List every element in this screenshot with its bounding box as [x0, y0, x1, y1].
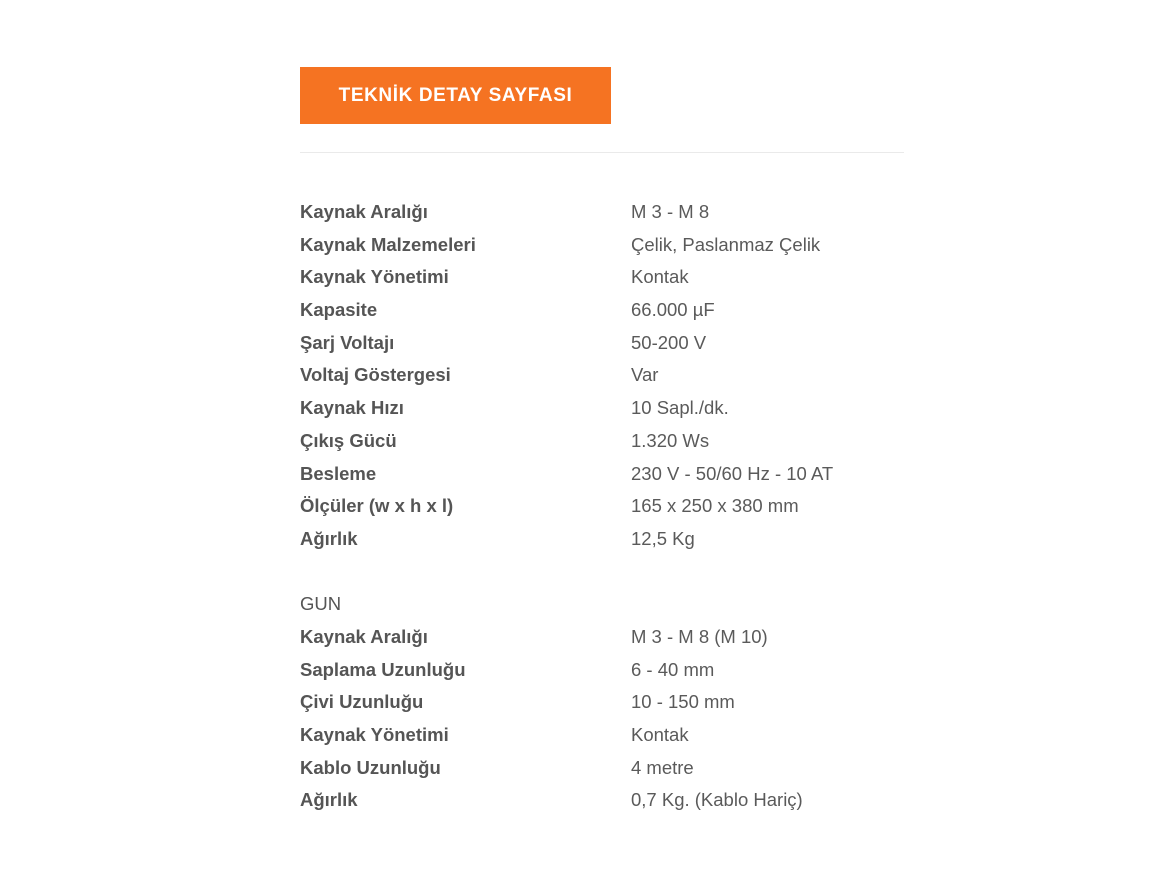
spec-row [300, 327, 904, 360]
gun-spec-row [300, 752, 904, 785]
spec-value: Var [631, 364, 659, 386]
divider [300, 152, 904, 153]
spec-row [300, 359, 904, 392]
spec-label: Kaynak Yönetimi [300, 724, 449, 745]
spec-value: 66.000 µF [631, 299, 715, 321]
spec-label: Çivi Uzunluğu [300, 691, 424, 713]
spec-row [300, 490, 904, 523]
spec-label: Saplama Uzunluğu [300, 658, 466, 680]
spec-row [300, 294, 904, 327]
spec-value: Kontak [631, 266, 689, 288]
spec-row [300, 458, 904, 491]
spec-value: M 3 - M 8 (M 10) [631, 625, 768, 647]
spec-value: 12,5 Kg [631, 527, 695, 549]
spec-row [300, 261, 904, 294]
spec-label: Kapasite [300, 299, 378, 321]
spec-label: Voltaj Göstergesi [300, 364, 451, 386]
gun-spec-row [300, 784, 904, 817]
spec-label: Besleme [300, 462, 377, 484]
spec-label: Ölçüler (w x h x l) [300, 495, 454, 517]
gun-section-heading: GUN [300, 593, 342, 615]
spec-value: 4 metre [631, 756, 694, 778]
spec-row [300, 392, 904, 425]
spec-label: Kaynak Aralığı [300, 201, 428, 222]
spec-label: Kaynak Malzemeleri [300, 233, 476, 255]
spec-value: Çelik, Paslanmaz Çelik [631, 233, 821, 255]
gun-spec-row [300, 686, 904, 719]
spec-value: 1.320 Ws [631, 429, 710, 451]
gun-spec-row [300, 621, 904, 654]
spec-label: Kaynak Aralığı [300, 625, 428, 647]
spec-value: Kontak [631, 724, 689, 745]
spec-row [300, 523, 904, 556]
spec-value: 165 x 250 x 380 mm [631, 495, 799, 517]
spec-value: M 3 - M 8 [631, 201, 710, 222]
spec-value: 6 - 40 mm [631, 658, 715, 680]
spec-label: Ağırlık [300, 527, 358, 549]
spec-value: 50-200 V [631, 331, 707, 353]
gun-spec-row [300, 719, 904, 752]
product-spec-section [300, 0, 904, 880]
gun-spec-row [300, 654, 904, 687]
spec-label: Şarj Voltajı [300, 331, 395, 353]
spec-value: 10 Sapl./dk. [631, 397, 729, 419]
spec-label: Kablo Uzunluğu [300, 756, 441, 778]
spec-value: 0,7 Kg. (Kablo Hariç) [631, 789, 803, 811]
spec-row [300, 425, 904, 458]
spec-label: Çıkış Gücü [300, 429, 397, 451]
spec-label: Kaynak Yönetimi [300, 266, 449, 288]
spec-row [300, 196, 904, 229]
spec-table [300, 196, 904, 817]
technical-detail-button[interactable]: TEKNİK DETAY SAYFASI [300, 67, 611, 124]
spec-value: 10 - 150 mm [631, 691, 735, 713]
spec-label: Ağırlık [300, 789, 358, 811]
spec-value: 230 V - 50/60 Hz - 10 AT [631, 462, 834, 484]
spec-label: Kaynak Hızı [300, 397, 404, 419]
spec-row [300, 229, 904, 262]
section-spacer [300, 556, 904, 589]
